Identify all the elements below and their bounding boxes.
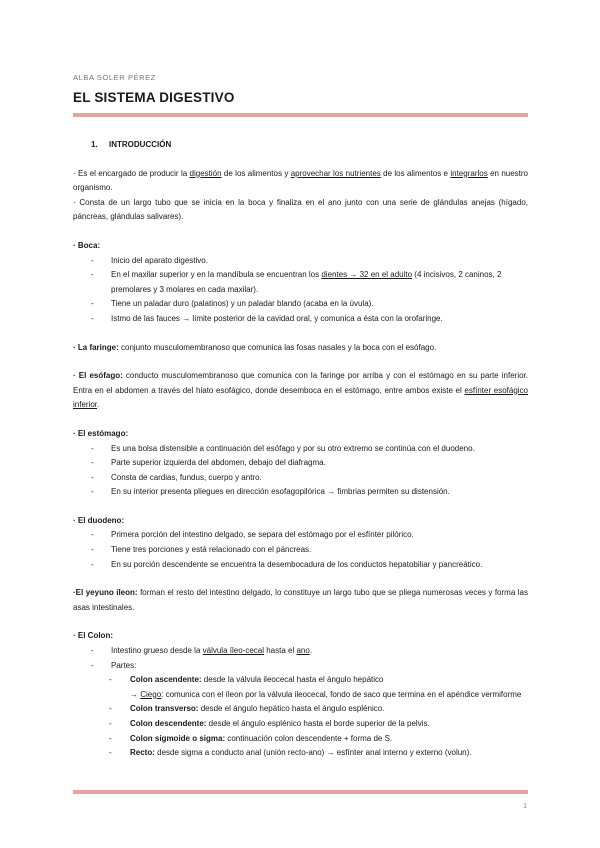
list-item: - Tiene un paladar duro (palatinos) y un paladar blando (acaba en la úvula). xyxy=(91,297,528,312)
author-name: ALBA SOLER PÉREZ xyxy=(73,73,156,82)
footer-divider xyxy=(73,790,528,794)
section-title-estomago: · El estómago: xyxy=(73,428,129,438)
ciego-note: → Ciego: comunica con el íleon por la válvula ileocecal, fondo de saco que termina en el apéndice vermiforme xyxy=(130,689,522,699)
list-item: - En su porción descendente se encuentra la desembocadura de los conductos hepatobiliar y pancreático. xyxy=(91,558,528,573)
term-ciego: Ciego xyxy=(140,689,162,699)
intro-paragraph-2: · Consta de un largo tubo que se inicia en la boca y finaliza en el ano junto con una serie de glándulas anejas (hígado, páncreas, glándulas salivares). xyxy=(73,197,528,222)
document-title: EL SISTEMA DIGESTIVO xyxy=(73,90,235,105)
list-item: - Es una bolsa distensible a continuación del esófago y por su otro extremo se continúa con el duodeno. xyxy=(91,442,528,457)
term-integrarlos: integrarlos xyxy=(450,168,488,178)
list-item: - Intestino grueso desde la válvula íleo-cecal hasta el ano. xyxy=(91,644,528,659)
esofago-paragraph: · El esófago: conducto musculomembranoso que comunica con la faringe por arriba y con el estómago en su parte inferior. Entra en el abdomen a través del hiato esofágico, donde desemboca en el estómago, entre ambos existe el esfínter esofágico inferior. xyxy=(73,371,528,410)
section-title-boca: · Boca: xyxy=(73,240,101,250)
section-title-colon: · El Colon: xyxy=(73,631,113,641)
colon-part-item: - Recto: desde sigma a conducto anal (unión recto-ano) → esfínter anal interno y externo (volun). xyxy=(109,746,528,761)
list-item: - Istmo de las fauces → límite posterior de la cavidad oral, y comunica a ésta con la orofaringe. xyxy=(91,312,528,327)
term-valvula: válvula íleo-cecal xyxy=(202,646,264,656)
header-divider xyxy=(73,113,528,117)
list-item: - Inicio del aparato digestivo. xyxy=(91,254,528,269)
colon-list xyxy=(73,644,528,673)
duodeno-list xyxy=(73,528,528,572)
colon-parts-list xyxy=(73,673,528,761)
section-heading-intro xyxy=(91,138,528,153)
page-number: 1 xyxy=(523,803,527,810)
colon-part-item: - Colon descendente: desde el ángulo esplénico hasta el borde superior de la pelvis. xyxy=(109,717,528,732)
section-title-duodeno: · El duodeno: xyxy=(73,515,125,525)
yeyuno-paragraph: ·El yeyuno íleon: forman el resto del intestino delgado, lo constituye un largo tubo que se pliega numerosas veces y forma las asas intestinales. xyxy=(73,588,529,612)
section-title-esofago: · El esófago: xyxy=(73,371,123,381)
list-item: - Consta de cardias, fundus, cuerpo y antro. xyxy=(91,471,528,486)
term-digestion: digestión xyxy=(189,168,222,178)
boca-list xyxy=(73,254,528,327)
term-ano: ano xyxy=(296,646,310,656)
section-title-faringe: · La faringe: xyxy=(73,342,119,352)
colon-part-item: - Colon sigmoide o sigma: continuación colon descendente + forma de S. xyxy=(109,732,528,747)
list-item: - En el maxilar superior y en la mandíbula se encuentran los dientes → 32 en el adulto (4 incisivos, 2 caninos, 2 premolares y 3 molares en cada maxilar). xyxy=(91,268,528,297)
list-item: - Primera porción del intestino delgado, se separa del estómago por el esfínter pilórico. xyxy=(91,528,528,543)
faringe-paragraph: · La faringe: conjunto musculomembranoso que comunica las fosas nasales y la boca con el esófago. xyxy=(73,342,437,352)
estomago-list xyxy=(73,442,528,500)
list-item: - Tiene tres porciones y está relacionado con el páncreas. xyxy=(91,543,528,558)
intro-paragraph-1: · Es el encargado de producir la digestión de los alimentos y aprovechar los nutrientes de los alimentos e integrarlos en nuestro organismo. xyxy=(73,168,529,193)
term-dientes: dientes → 32 en el adulto xyxy=(321,270,413,280)
colon-part-item: - Colon transverso: desde el ángulo hepático hasta el ángulo esplénico. xyxy=(109,702,528,717)
term-nutrientes: aprovechar los nutrientes xyxy=(290,168,381,178)
section-title-yeyuno: ·El yeyuno íleon: xyxy=(73,588,138,598)
section-heading-text: INTRODUCCIÓN xyxy=(109,140,172,149)
colon-part-item: - Colon ascendente: desde la válvula ileocecal hasta el ángulo hepático → Ciego: comunica con el íleon por la válvula ileocecal, fondo de saco que termina en el apéndice vermiforme xyxy=(109,673,528,702)
list-item: - Partes: xyxy=(91,659,528,674)
term-esfinter: esfínter esofágico inferior xyxy=(73,385,528,410)
section-number: 1. xyxy=(91,140,98,149)
list-item: - En su interior presenta pliegues en dirección esofagopilórica → fimbrias permiten su distensión. xyxy=(91,485,528,500)
document-body xyxy=(73,138,528,761)
list-item: - Parte superior izquierda del abdomen, debajo del diafragma. xyxy=(91,456,528,471)
